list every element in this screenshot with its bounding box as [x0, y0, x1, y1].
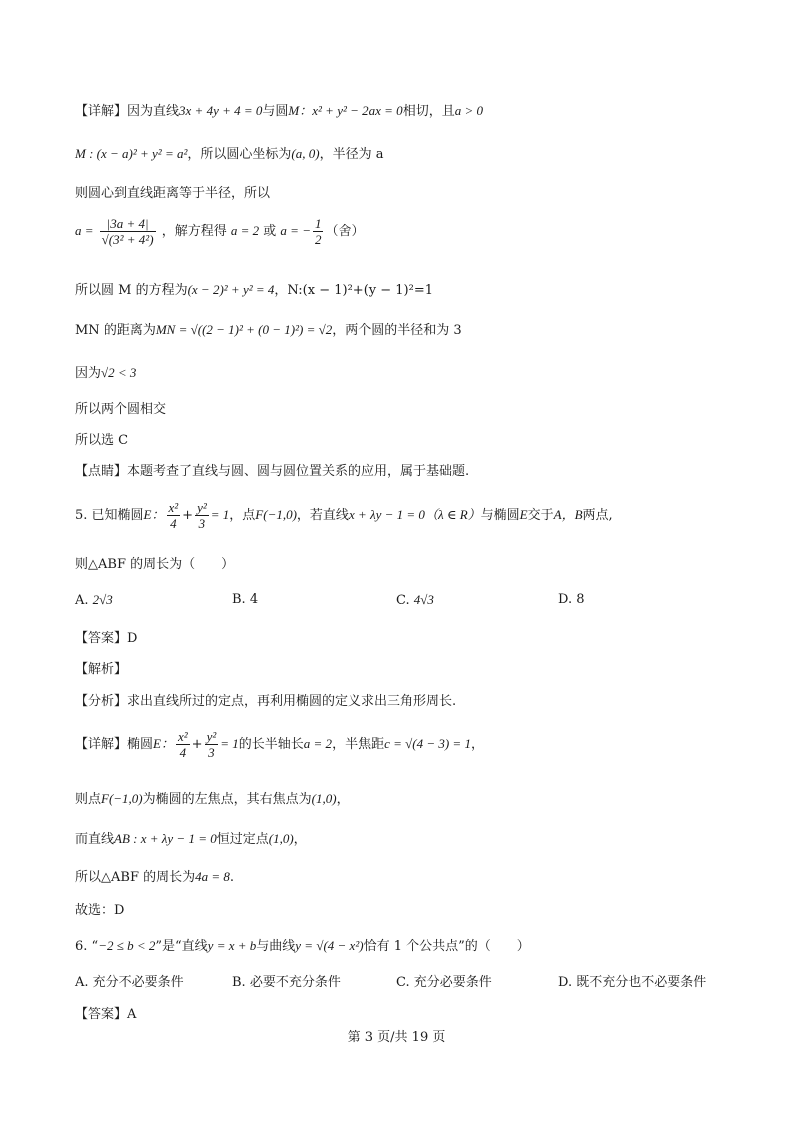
question-5-stem-2: 则△ABF 的周长为（ ）: [75, 557, 235, 572]
detail-line-4: a = $\frac{|3a + 4|}{\text{√(3² + 4²)}}$ ，解方程得 a = 2 或 a = − $\frac{1}{2}$ （舍）: [75, 216, 365, 247]
detail-line-2: M : (x − a)² + y² = a²，所以圆心坐标为(a, 0)，半径为 a: [75, 146, 384, 162]
fraction-y2-3: $\frac{\text{y²}}{3}$: [197, 500, 207, 531]
question-6-stem: 6. “−2 ≤ b < 2”是“直线y = x + b与曲线y = √(4 − x²)恰有 1 个公共点”的（ ）: [75, 938, 530, 954]
q5-detail-2: 则点F(−1,0)为椭圆的左焦点，其右焦点为(1,0)，: [75, 791, 350, 807]
q5-detail-4: 所以△ABF 的周长为4a = 8.: [75, 869, 235, 885]
question-5-stem: 5. 已知椭圆E： $\frac{\text{x²}}{4}$ + $\frac{\text{y²}}{3}$ = 1，点F(−1,0)，若直线x + λy − 1 = 0（λ ∈ R）与椭圆E交于A，B两点,: [75, 500, 613, 531]
fraction-half: $\frac{1}{2}$: [314, 216, 322, 247]
q5-analysis-label: 【解析】: [75, 662, 128, 677]
page-footer: 第 3 页/共 19 页: [347, 1030, 446, 1045]
q5-option-a: A. 2√3: [75, 592, 113, 608]
detail-line-9: 所以选 C: [75, 433, 129, 448]
q5-answer: 【答案】D: [75, 631, 138, 646]
fraction-x2-4-b: $\frac{\text{x²}}{4}$: [177, 729, 188, 760]
fraction-y2-3-b: $\frac{\text{y²}}{3}$: [206, 729, 217, 760]
q5-option-b: B. 4: [232, 592, 259, 607]
q5-option-c: C. 4√3: [396, 592, 434, 608]
q5-fenxi: 【分析】求出直线所过的定点，再利用椭圆的定义求出三角形周长.: [75, 694, 457, 709]
detail-line-6: MN 的距离为MN = √((2 − 1)² + (0 − 1)²) = √2，两个圆的半径和为 3: [75, 322, 462, 338]
detail-line-5: 所以圆 M 的方程为(x − 2)² + y² = 4，N:(x − 1)²+(y − 1)²=1: [75, 282, 433, 298]
fraction-x2-4: $\frac{\text{x²}}{4}$: [168, 500, 179, 531]
detail-line-7: 因为√2 < 3: [75, 365, 137, 381]
q5-detail-3: 而直线AB : x + λy − 1 = 0恒过定点(1,0)，: [75, 831, 307, 847]
q6-answer: 【答案】A: [75, 1007, 137, 1022]
q5-detail-1: 【详解】椭圆E： $\frac{\text{x²}}{4}$ + $\frac{\text{y²}}{3}$ = 1的长半轴长a = 2，半焦距c = √(4 − 3) = 1，: [75, 729, 484, 760]
q6-option-c: C. 充分必要条件: [396, 975, 492, 990]
detail-line-3: 则圆心到直线距离等于半径，所以: [75, 186, 271, 201]
detail-label: 【详解】: [75, 104, 128, 119]
q5-detail-5: 故选：D: [75, 903, 125, 918]
q5-option-d: D. 8: [558, 592, 585, 607]
detail-line-8: 所以两个圆相交: [75, 402, 167, 417]
q6-option-d: D. 既不充分也不必要条件: [558, 975, 707, 990]
q6-option-a: A. 充分不必要条件: [75, 975, 184, 990]
comment-label: 【点睛】: [75, 464, 128, 479]
q6-option-b: B. 必要不充分条件: [232, 975, 341, 990]
detail-line-1: 【详解】因为直线3x + 4y + 4 = 0与圆M：x² + y² − 2ax = 0相切，且a > 0: [75, 103, 483, 119]
fraction-distance: $\frac{|3a + 4|}{\text{√(3² + 4²)}}$: [101, 216, 154, 247]
comment-line: 【点睛】本题考查了直线与圆、圆与圆位置关系的应用，属于基础题.: [75, 464, 470, 479]
